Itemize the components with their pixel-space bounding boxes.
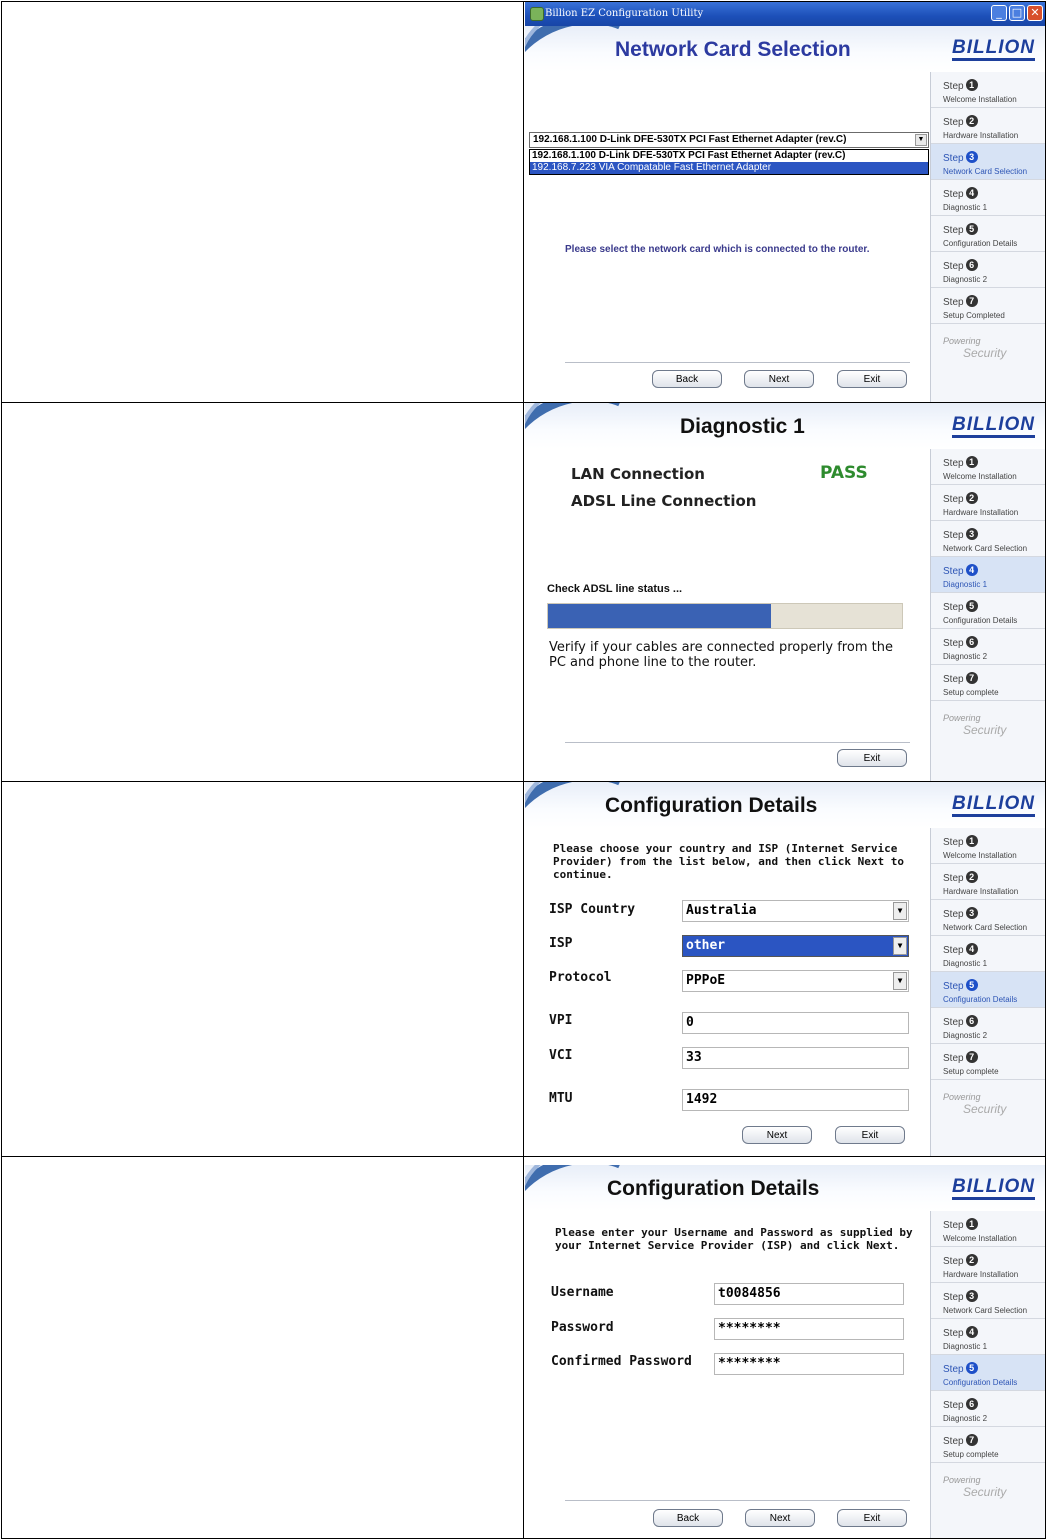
step-item-2: [931, 485, 1045, 521]
step-number-icon: 2: [966, 871, 978, 883]
row-diagnostic: [1, 402, 1046, 782]
step-number-icon: 6: [966, 1015, 978, 1027]
step-item-2: [931, 864, 1045, 900]
page-header: [525, 26, 1045, 72]
separator: [565, 362, 910, 363]
verify-text: [549, 640, 893, 670]
step-item-7: [931, 1427, 1045, 1463]
step-number-icon: 7: [966, 672, 978, 684]
step-item-2: [931, 108, 1045, 144]
billion-logo: BILLION: [952, 415, 1035, 438]
isp-country-value: Australia: [686, 903, 757, 918]
step-item-4: [931, 1319, 1045, 1355]
isp-value: other: [686, 938, 726, 953]
step-description: Diagnostic 2: [943, 652, 988, 661]
progress-bar: [547, 603, 903, 629]
vci-input[interactable]: 33: [682, 1047, 909, 1069]
exit-button[interactable]: Exit: [835, 1126, 905, 1144]
column-divider: [523, 782, 524, 1156]
step-number-icon: 5: [966, 223, 978, 235]
step-description: Hardware Installation: [943, 508, 1019, 517]
step-item-5: [931, 216, 1045, 252]
step-description: Diagnostic 1: [943, 580, 988, 589]
page-title: Diagnostic 1: [680, 415, 805, 438]
step-item-5: [931, 593, 1045, 629]
dropdown-arrow-icon[interactable]: ▼: [893, 972, 907, 990]
step-description: Diagnostic 1: [943, 203, 988, 212]
powering-text: Powering: [943, 713, 981, 723]
step-number-icon: 4: [966, 187, 978, 199]
step-description: Diagnostic 1: [943, 1342, 988, 1351]
step-sidebar: [930, 72, 1045, 402]
powering-text: Powering: [943, 336, 981, 346]
app-icon: [530, 7, 544, 21]
screenshot-network-card-selection: [525, 2, 1045, 402]
step-item-1: [931, 72, 1045, 108]
step-label: Step: [943, 1364, 964, 1375]
step-label: Step: [943, 225, 964, 236]
step-number-icon: 2: [966, 1254, 978, 1266]
username-input[interactable]: t0084856: [714, 1283, 904, 1305]
step-description: Configuration Details: [943, 239, 1018, 248]
lan-status: PASS: [820, 463, 868, 483]
step-number-icon: 3: [966, 907, 978, 919]
step-description: Setup Completed: [943, 311, 1005, 320]
step-description: Hardware Installation: [943, 131, 1019, 140]
separator: [565, 742, 910, 743]
intro-line-2: Provider) from the list below, and then click Next to: [553, 855, 904, 868]
step-item-3: [931, 521, 1045, 557]
intro-line-1: Please enter your Username and Password as supplied by: [555, 1226, 913, 1239]
step-label: Step: [943, 494, 964, 505]
dropdown-arrow-icon[interactable]: ▼: [893, 937, 907, 955]
back-button[interactable]: Back: [653, 1509, 723, 1527]
step-label: Step: [943, 297, 964, 308]
step-label: Step: [943, 1436, 964, 1447]
step-label: Step: [943, 602, 964, 613]
step-item-5: [931, 972, 1045, 1008]
step-number-icon: 2: [966, 115, 978, 127]
intro-text: [553, 842, 904, 881]
row-config-isp: [1, 781, 1046, 1157]
intro-line-3: continue.: [553, 868, 613, 881]
step-description: Diagnostic 2: [943, 1031, 988, 1040]
step-label: Step: [943, 1256, 964, 1267]
step-number-icon: 1: [966, 456, 978, 468]
step-description: Network Card Selection: [943, 544, 1028, 553]
screenshot-configuration-isp: [525, 782, 1045, 1156]
step-number-icon: 5: [966, 600, 978, 612]
password-input[interactable]: ********: [714, 1318, 904, 1340]
step-number-icon: 6: [966, 259, 978, 271]
step-number-icon: 7: [966, 1434, 978, 1446]
step-sidebar: [930, 828, 1045, 1156]
security-text: Security: [963, 1102, 1007, 1116]
step-item-2: [931, 1247, 1045, 1283]
step-number-icon: 3: [966, 1290, 978, 1302]
protocol-label: Protocol: [549, 970, 612, 985]
step-item-5: [931, 1355, 1045, 1391]
isp-country-label: ISP Country: [549, 902, 636, 917]
step-item-7: [931, 665, 1045, 701]
next-button[interactable]: Next: [742, 1126, 812, 1144]
column-divider: [523, 403, 524, 781]
step-number-icon: 6: [966, 636, 978, 648]
network-adapter-select-value: 192.168.1.100 D-Link DFE-530TX PCI Fast Ethernet Adapter (rev.C): [533, 134, 847, 145]
step-label: Step: [943, 981, 964, 992]
isp-label: ISP: [549, 936, 573, 951]
step-label: Step: [943, 837, 964, 848]
step-label: Step: [943, 1017, 964, 1028]
confirm-password-label: Confirmed Password: [551, 1354, 692, 1369]
page-header: [525, 782, 1045, 828]
exit-button[interactable]: Exit: [837, 749, 907, 767]
isp-country-select[interactable]: [682, 900, 909, 922]
step-description: Hardware Installation: [943, 1270, 1019, 1279]
step-description: Diagnostic 2: [943, 1414, 988, 1423]
step-item-1: [931, 1211, 1045, 1247]
step-number-icon: 4: [966, 943, 978, 955]
powering-text: Powering: [943, 1092, 981, 1102]
powering-security-logo: [943, 336, 1006, 360]
confirm-password-input[interactable]: ********: [714, 1353, 904, 1375]
billion-logo: BILLION: [952, 38, 1035, 61]
step-description: Network Card Selection: [943, 1306, 1028, 1315]
minimize-icon[interactable]: _: [991, 5, 1007, 21]
verify-line-2: PC and phone line to the router.: [549, 655, 757, 670]
screenshot-diagnostic-1: [525, 403, 1045, 781]
vpi-label: VPI: [549, 1013, 573, 1028]
intro-line-2: your Internet Service Provider (ISP) and click Next.: [555, 1239, 900, 1252]
powering-text: Powering: [943, 1475, 981, 1485]
step-item-6: [931, 1008, 1045, 1044]
step-label: Step: [943, 458, 964, 469]
mtu-input[interactable]: 1492: [682, 1089, 909, 1111]
step-item-1: [931, 828, 1045, 864]
security-text: Security: [963, 346, 1007, 360]
step-label: Step: [943, 566, 964, 577]
step-description: Configuration Details: [943, 995, 1018, 1004]
step-label: Step: [943, 638, 964, 649]
close-icon[interactable]: ✕: [1027, 5, 1043, 21]
verify-line-1: Verify if your cables are connected properly from the: [549, 640, 893, 655]
billion-logo: BILLION: [952, 1177, 1035, 1200]
step-label: Step: [943, 1220, 964, 1231]
step-number-icon: 5: [966, 1362, 978, 1374]
step-item-6: [931, 1391, 1045, 1427]
step-description: Network Card Selection: [943, 167, 1028, 176]
network-adapter-options: [529, 149, 929, 175]
step-description: Diagnostic 1: [943, 959, 988, 968]
page-header: [525, 1165, 1045, 1211]
step-description: Setup complete: [943, 1450, 999, 1459]
title-bar: [525, 2, 1045, 26]
step-number-icon: 4: [966, 1326, 978, 1338]
step-number-icon: 5: [966, 979, 978, 991]
check-status-text: Check ADSL line status ...: [547, 583, 683, 595]
adapter-option[interactable]: 192.168.1.100 D-Link DFE-530TX PCI Fast Ethernet Adapter (rev.C): [532, 150, 846, 161]
instruction-text: Please select the network card which is connected to the router.: [565, 244, 870, 255]
step-item-3: [931, 1283, 1045, 1319]
step-number-icon: 7: [966, 1051, 978, 1063]
next-button[interactable]: Next: [745, 1509, 815, 1527]
step-number-icon: 4: [966, 564, 978, 576]
row-network-card: [1, 1, 1046, 403]
progress-fill: [548, 604, 771, 628]
username-label: Username: [551, 1285, 614, 1300]
step-label: Step: [943, 153, 964, 164]
step-label: Step: [943, 1292, 964, 1303]
step-label: Step: [943, 81, 964, 92]
step-number-icon: 3: [966, 151, 978, 163]
powering-security-logo: [943, 1092, 1006, 1116]
step-item-4: [931, 180, 1045, 216]
step-description: Welcome Installation: [943, 851, 1017, 860]
mtu-label: MTU: [549, 1091, 573, 1106]
page-title: Configuration Details: [605, 794, 818, 817]
step-description: Configuration Details: [943, 616, 1018, 625]
billion-logo: BILLION: [952, 794, 1035, 817]
step-description: Welcome Installation: [943, 1234, 1017, 1243]
step-label: Step: [943, 945, 964, 956]
adapter-option-selected[interactable]: 192.168.7.223 VIA Compatable Fast Ethernet Adapter: [530, 162, 928, 174]
isp-select[interactable]: [682, 935, 909, 957]
protocol-value: PPPoE: [686, 973, 726, 988]
step-description: Diagnostic 2: [943, 275, 988, 284]
powering-security-logo: [943, 713, 1006, 737]
security-text: Security: [963, 1485, 1007, 1499]
screenshot-configuration-credentials: [525, 1157, 1045, 1538]
dropdown-arrow-icon[interactable]: ▼: [915, 134, 927, 146]
step-label: Step: [943, 117, 964, 128]
column-divider: [523, 1157, 524, 1538]
page-header: [525, 403, 1045, 449]
protocol-select[interactable]: [682, 970, 909, 992]
password-label: Password: [551, 1320, 614, 1335]
column-divider: [523, 2, 524, 402]
step-description: Configuration Details: [943, 1378, 1018, 1387]
step-number-icon: 1: [966, 1218, 978, 1230]
step-item-4: [931, 936, 1045, 972]
vpi-input[interactable]: 0: [682, 1012, 909, 1034]
step-description: Hardware Installation: [943, 887, 1019, 896]
step-description: Welcome Installation: [943, 472, 1017, 481]
step-item-3: [931, 144, 1045, 180]
window-title: Billion EZ Configuration Utility: [545, 8, 704, 19]
step-item-6: [931, 252, 1045, 288]
next-button[interactable]: Next: [744, 370, 814, 388]
intro-text: [555, 1226, 913, 1252]
network-adapter-select[interactable]: [529, 132, 929, 148]
step-number-icon: 7: [966, 295, 978, 307]
maximize-icon[interactable]: □: [1009, 5, 1025, 21]
lan-connection-label: LAN Connection: [571, 465, 705, 483]
step-label: Step: [943, 189, 964, 200]
step-label: Step: [943, 530, 964, 541]
step-description: Setup complete: [943, 1067, 999, 1076]
step-label: Step: [943, 909, 964, 920]
step-item-1: [931, 449, 1045, 485]
step-number-icon: 6: [966, 1398, 978, 1410]
step-label: Step: [943, 1328, 964, 1339]
dropdown-arrow-icon[interactable]: ▼: [893, 902, 907, 920]
step-item-7: [931, 288, 1045, 324]
step-number-icon: 1: [966, 835, 978, 847]
security-text: Security: [963, 723, 1007, 737]
step-number-icon: 1: [966, 79, 978, 91]
step-label: Step: [943, 261, 964, 272]
step-number-icon: 2: [966, 492, 978, 504]
step-item-4: [931, 557, 1045, 593]
step-description: Setup complete: [943, 688, 999, 697]
step-description: Welcome Installation: [943, 95, 1017, 104]
step-sidebar: [930, 1211, 1045, 1538]
step-item-3: [931, 900, 1045, 936]
adsl-connection-label: ADSL Line Connection: [571, 492, 757, 510]
exit-button[interactable]: Exit: [837, 1509, 907, 1527]
intro-line-1: Please choose your country and ISP (Internet Service: [553, 842, 898, 855]
step-number-icon: 3: [966, 528, 978, 540]
step-label: Step: [943, 674, 964, 685]
back-button[interactable]: Back: [652, 370, 722, 388]
step-item-7: [931, 1044, 1045, 1080]
step-description: Network Card Selection: [943, 923, 1028, 932]
step-sidebar: [930, 449, 1045, 781]
step-item-6: [931, 629, 1045, 665]
step-label: Step: [943, 1053, 964, 1064]
exit-button[interactable]: Exit: [837, 370, 907, 388]
separator: [565, 1500, 910, 1501]
vci-label: VCI: [549, 1048, 573, 1063]
row-config-credentials: [1, 1156, 1046, 1539]
page-title: Network Card Selection: [615, 38, 851, 61]
step-label: Step: [943, 873, 964, 884]
page-title: Configuration Details: [607, 1177, 820, 1200]
step-label: Step: [943, 1400, 964, 1411]
